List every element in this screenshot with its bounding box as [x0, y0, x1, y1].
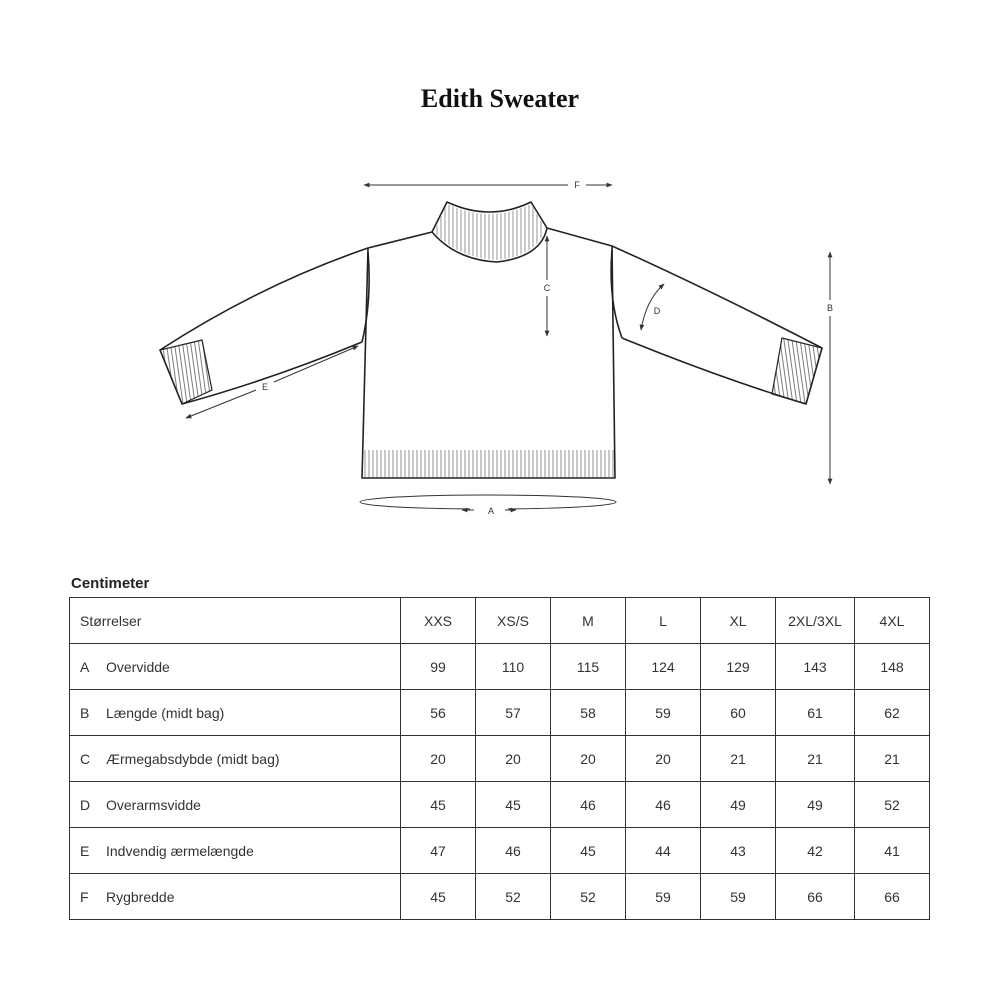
measurement-value: 43	[701, 828, 776, 874]
measurement-label	[70, 736, 401, 782]
measurement-label	[70, 782, 401, 828]
measurement-value: 21	[855, 736, 930, 782]
measurement-value: 49	[701, 782, 776, 828]
measurement-value: 41	[855, 828, 930, 874]
dim-d-curve	[641, 284, 664, 330]
measurement-value: 57	[476, 690, 551, 736]
measurement-value: 52	[476, 874, 551, 920]
measurement-letter: B	[80, 704, 90, 721]
dim-label-a: A	[487, 506, 495, 516]
size-table	[69, 597, 930, 920]
size-header: XS/S	[476, 598, 551, 644]
measurement-value: 66	[855, 874, 930, 920]
table-row	[70, 736, 930, 782]
size-header: 2XL/3XL	[776, 598, 855, 644]
measurement-value: 115	[551, 644, 626, 690]
measurement-value: 20	[401, 736, 476, 782]
dim-label-d: D	[653, 306, 661, 316]
table-row	[70, 874, 930, 920]
measurement-letter: E	[80, 842, 90, 859]
measurement-value: 59	[701, 874, 776, 920]
measurement-label	[70, 828, 401, 874]
measurement-letter: F	[80, 888, 89, 905]
unit-label: Centimeter	[71, 575, 150, 592]
table-row	[70, 828, 930, 874]
measurement-value: 46	[551, 782, 626, 828]
measurement-value: 99	[401, 644, 476, 690]
dim-label-c: C	[543, 283, 551, 293]
hem-ribbing	[363, 450, 614, 478]
measurement-value: 47	[401, 828, 476, 874]
measurement-value: 129	[701, 644, 776, 690]
measurement-value: 60	[701, 690, 776, 736]
measurement-value: 110	[476, 644, 551, 690]
measurement-name: Overvidde	[106, 658, 170, 675]
measurement-label	[70, 874, 401, 920]
measurement-value: 52	[551, 874, 626, 920]
measurement-label	[70, 644, 401, 690]
measurement-value: 58	[551, 690, 626, 736]
measurement-letter: A	[80, 658, 90, 675]
armhole-left	[362, 252, 369, 342]
measurement-name: Længde (midt bag)	[106, 704, 225, 721]
dim-label-f: F	[574, 180, 580, 190]
table-row	[70, 782, 930, 828]
dim-label-b: B	[826, 303, 834, 313]
measurement-value: 148	[855, 644, 930, 690]
measurement-value: 21	[701, 736, 776, 782]
measurement-value: 42	[776, 828, 855, 874]
measurement-letter: C	[80, 750, 91, 767]
measurement-value: 59	[626, 874, 701, 920]
size-header: XXS	[401, 598, 476, 644]
measurement-value: 46	[476, 828, 551, 874]
measurement-value: 21	[776, 736, 855, 782]
measurement-value: 59	[626, 690, 701, 736]
measurement-value: 61	[776, 690, 855, 736]
table-row	[70, 644, 930, 690]
body-outline	[362, 228, 615, 478]
measurement-value: 20	[626, 736, 701, 782]
size-header: XL	[701, 598, 776, 644]
measurement-value: 49	[776, 782, 855, 828]
measurement-value: 52	[855, 782, 930, 828]
header-label: Størrelser	[70, 598, 401, 644]
measurement-value: 45	[551, 828, 626, 874]
measurement-name: Ærmegabsdybde (midt bag)	[106, 750, 280, 767]
measurement-name: Rygbredde	[106, 888, 175, 905]
left-cuff-ribbing	[160, 340, 212, 404]
measurement-name: Overarmsvidde	[106, 796, 201, 813]
measurement-value: 45	[476, 782, 551, 828]
measurement-letter: D	[80, 796, 91, 813]
measurement-value: 45	[401, 782, 476, 828]
size-header: 4XL	[855, 598, 930, 644]
dim-label-e: E	[261, 382, 269, 392]
measurement-value: 56	[401, 690, 476, 736]
table-row	[70, 690, 930, 736]
right-cuff-ribbing	[772, 338, 822, 404]
size-header: L	[626, 598, 701, 644]
table-header-row	[70, 598, 930, 644]
measurement-value: 143	[776, 644, 855, 690]
measurement-value: 62	[855, 690, 930, 736]
measurement-value: 46	[626, 782, 701, 828]
page-title: Edith Sweater	[420, 84, 580, 113]
measurement-label	[70, 690, 401, 736]
measurement-value: 45	[401, 874, 476, 920]
size-header: M	[551, 598, 626, 644]
measurement-value: 66	[776, 874, 855, 920]
measurement-value: 20	[551, 736, 626, 782]
dim-e-line-upper	[274, 346, 358, 382]
measurement-value: 20	[476, 736, 551, 782]
measurement-value: 124	[626, 644, 701, 690]
measurement-value: 44	[626, 828, 701, 874]
measurement-name: Indvendig ærmelængde	[106, 842, 254, 859]
